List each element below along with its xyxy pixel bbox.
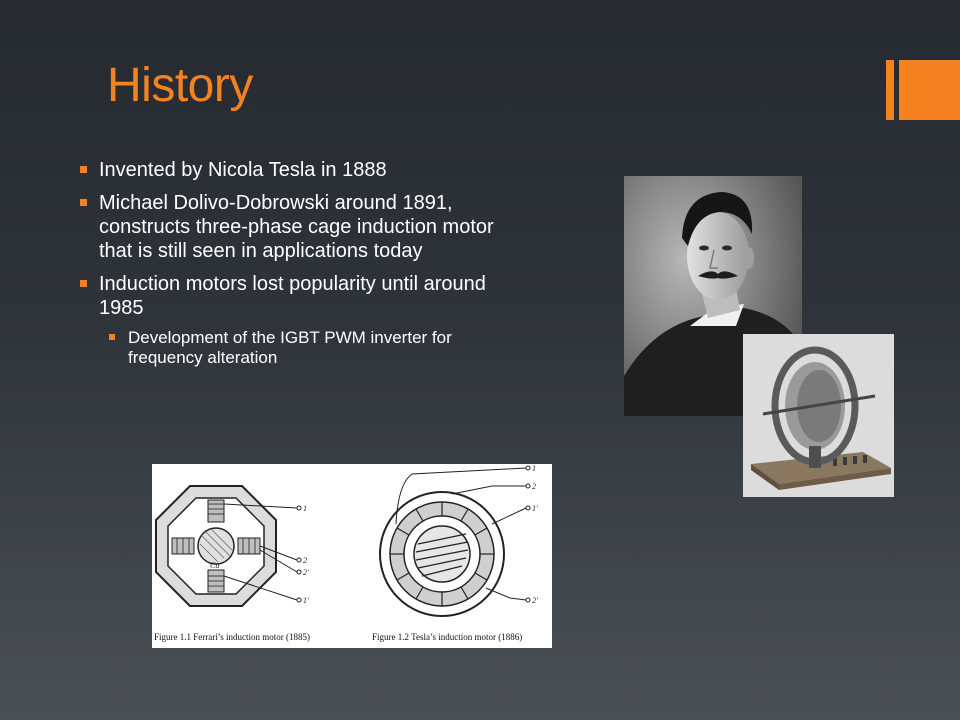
bullet-marker-icon (80, 166, 87, 173)
bullet-item (80, 158, 520, 182)
bullet-text: Induction motors lost popularity until around 1985 (99, 273, 486, 319)
tesla-motor-diagram (380, 464, 538, 616)
terminal-label: 2 (303, 556, 307, 565)
ferrari-motor-diagram (156, 486, 309, 606)
sub-bullet-item (109, 328, 520, 368)
terminal-label: 1 (532, 464, 536, 473)
terminal-label: 1' (532, 504, 538, 513)
svg-text:.: . (869, 490, 871, 495)
title-accent-bar-thin (886, 60, 894, 120)
slide-title: History (107, 59, 253, 112)
sub-bullet-marker-icon (109, 334, 115, 340)
rotor-label: Cu (210, 561, 220, 570)
terminal-label: 2 (532, 482, 536, 491)
bullet-text: Invented by Nicola Tesla in 1888 (99, 159, 387, 181)
bullet-item (80, 191, 520, 263)
bullet-marker-icon (80, 199, 87, 206)
figure-caption-right: Figure 1.2 Tesla’s induction motor (1886) (372, 632, 523, 642)
terminal-label: 2' (532, 596, 538, 605)
induction-motor-figure (152, 464, 552, 648)
bullet-item (80, 272, 520, 320)
title-accent-bar-thick (899, 60, 960, 120)
tesla-motor-photo-image (743, 334, 894, 497)
figure-caption-left: Figure 1.1 Ferrari’s induction motor (1885) (154, 632, 310, 642)
terminal-label: 2' (303, 568, 309, 577)
terminal-label: 1' (303, 596, 309, 605)
bullet-text: Michael Dolivo-Dobrowski around 1891, constructs three-phase cage induction motor that is still seen in applications today (99, 192, 494, 262)
bullet-list (80, 158, 520, 368)
terminal-label: 1 (303, 504, 307, 513)
bullet-marker-icon (80, 280, 87, 287)
sub-bullet-text: Development of the IGBT PWM inverter for frequency alteration (128, 328, 452, 367)
